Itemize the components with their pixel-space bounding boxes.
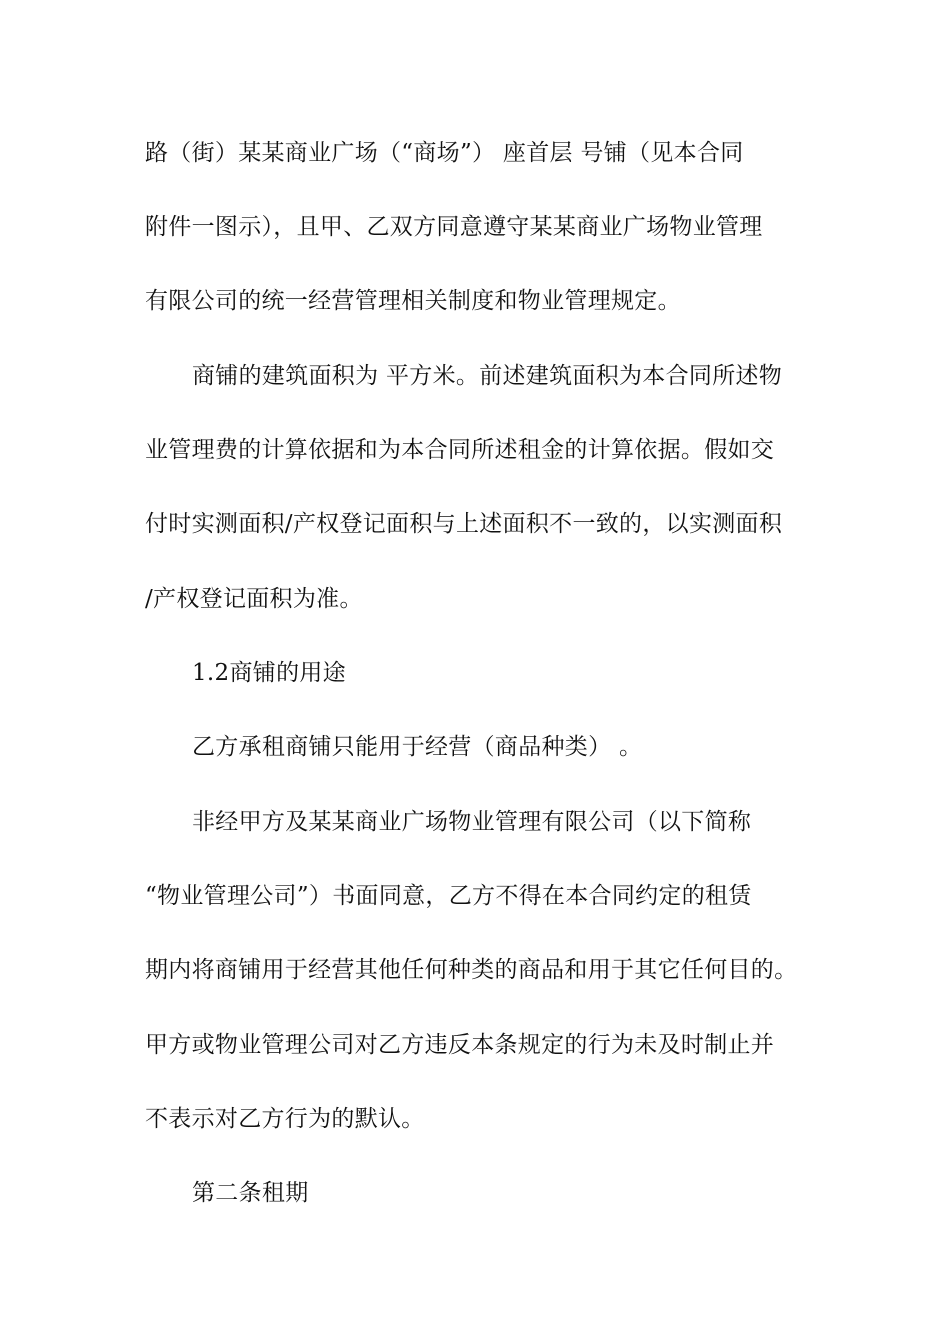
text-line-2: 附件一图示），且甲、乙双方同意遵守某某商业广场物业管理 bbox=[145, 214, 763, 240]
text-line-14: 不表示对乙方行为的默认。 bbox=[145, 1106, 425, 1132]
text-line-3: 有限公司的统一经营管理相关制度和物业管理规定。 bbox=[145, 288, 681, 314]
paragraph-consent-first-line: 非经甲方及某某商业广场物业管理有限公司（以下简称 bbox=[192, 809, 752, 835]
section-heading-1-2: 1.2商铺的用途 bbox=[192, 660, 346, 686]
article-heading-2: 第二条租期 bbox=[192, 1180, 309, 1206]
text-line-5: 业管理费的计算依据和为本合同所述租金的计算依据。假如交 bbox=[145, 437, 775, 463]
text-line-13: 甲方或物业管理公司对乙方违反本条规定的行为未及时制止并 bbox=[145, 1032, 775, 1058]
text-line-6: 付时实测面积/产权登记面积与上述面积不一致的，以实测面积 bbox=[145, 511, 783, 537]
text-line-12: 期内将商铺用于经营其他任何种类的商品和用于其它任何目的。 bbox=[145, 957, 798, 983]
paragraph-area-first-line: 商铺的建筑面积为 平方米。前述建筑面积为本合同所述物 bbox=[192, 363, 783, 389]
text-line-11: “物业管理公司”）书面同意，乙方不得在本合同约定的租赁 bbox=[145, 883, 752, 909]
text-line-7: /产权登记面积为准。 bbox=[145, 586, 363, 612]
text-line-1: 路（街）某某商业广场（“商场”） 座首层 号铺（见本合同 bbox=[145, 140, 744, 166]
paragraph-usage: 乙方承租商铺只能用于经营（商品种类） 。 bbox=[192, 734, 643, 760]
